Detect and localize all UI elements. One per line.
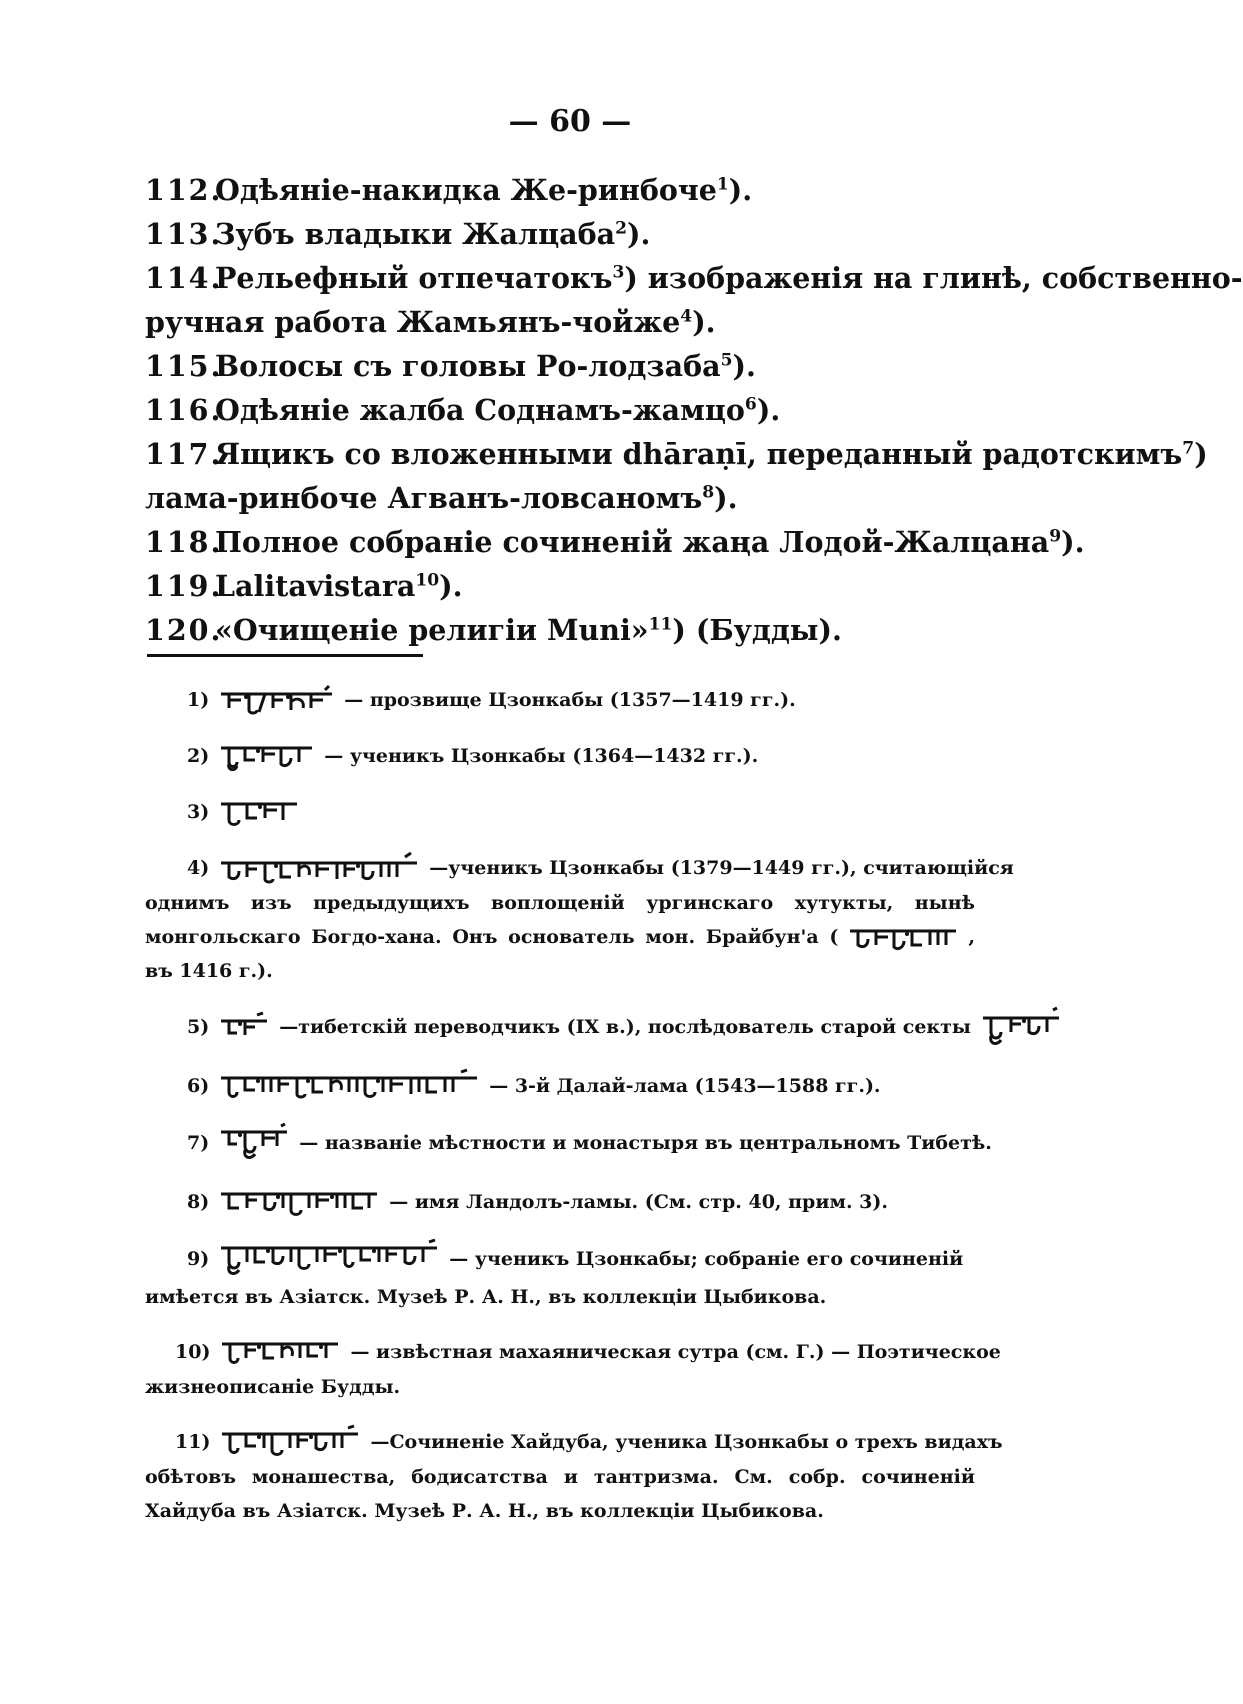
footnote [145, 738, 975, 774]
footnote [145, 682, 975, 718]
tibetan-script-glyph [219, 740, 314, 774]
list-item [145, 520, 1085, 564]
entry-text: Полное собраніе сочиненій жаңа Лодой-Жалцана [215, 525, 1050, 559]
footnote-label: 10) [175, 1341, 211, 1363]
tibetan-script-glyph [219, 1013, 269, 1043]
tibetan-script-glyph [219, 686, 334, 716]
footnote-ref[interactable]: 2 [615, 218, 628, 239]
footnote-ref[interactable]: 8 [702, 482, 715, 503]
entry-number: 114. [145, 261, 223, 295]
footnote [145, 1124, 992, 1164]
entry-text: лама-ринбоче Агванъ-ловсаномъ [145, 481, 703, 515]
footnote-continuation: имѣется въ Азіатск. Музеѣ Р. А. Н., въ коллекціи Цыбикова. [145, 1286, 827, 1308]
footnote-text: — названіе мѣстности и монастыря въ центральномъ Тибетѣ. [299, 1132, 992, 1154]
footnote [145, 1424, 1003, 1528]
footnote [145, 1334, 1001, 1404]
tibetan-script-glyph [848, 923, 958, 953]
footnote-text: — извѣстная махаяническая сутра (см. Г.) — Поэтическое [350, 1341, 1001, 1363]
footnote-ref[interactable]: 9 [1049, 526, 1062, 547]
footnote-text: —Сочиненіе Хайдуба, ученика Цзонкабы о трехъ видахъ [370, 1431, 1003, 1453]
footnote-text: однимъ изъ предыдущихъ воплощеній ургинскаго хутукты, нынѣ монгольскаго Богдо-хана. Онъ основатель мон. Брайбун'а ( [145, 892, 975, 948]
entry-text: Зубъ владыки Жалцаба [215, 217, 616, 251]
tibetan-script-glyph [219, 796, 299, 830]
entry-number: 118. [145, 525, 223, 559]
entry-text-after: ). [714, 481, 738, 515]
footnote-text: — ученикъ Цзонкабы (1364—1432 гг.). [324, 745, 759, 767]
footnote-label: 6) [187, 1075, 210, 1097]
entry-text-after: ) [1194, 437, 1208, 471]
entry-text: Одѣяніе-накидка Же-ринбоче [215, 173, 717, 207]
footnotes [145, 682, 1014, 1548]
footnote-divider [147, 654, 423, 657]
entry-text: Lalitavistara [215, 569, 416, 603]
list-item [145, 608, 1025, 652]
list-item [145, 212, 1025, 256]
list-item [145, 388, 1025, 432]
entry-text-after: ). [627, 217, 651, 251]
footnote-continuation: жизнеописаніе Будды. [145, 1376, 401, 1398]
entry-text-after: ). [756, 393, 781, 427]
footnote-continuation: обѣтовъ монашества, бодисатства и тантризма. См. собр. сочиненій Хайдуба въ Азіатск. Музеѣ Р. А. Н., въ коллекціи Цыбикова. [145, 1466, 975, 1522]
footnote-ref[interactable]: 6 [744, 394, 757, 415]
entry-text: Волосы съ головы Ро-лодзаба [215, 349, 721, 383]
footnote-label: 11) [175, 1431, 211, 1453]
entry-text: Ящикъ со вложенными dhāraṇī, переданный радотскимъ [215, 437, 1183, 471]
entry-text: Рельефный отпечатокъ [215, 261, 613, 295]
entry-text: ручная работа Жамьянъ-чойже [145, 305, 681, 339]
tibetan-script-glyph [219, 853, 419, 885]
entry-text-after: ). [1061, 525, 1085, 559]
footnote-label: 3) [187, 801, 210, 823]
page-number: — 60 — [508, 104, 632, 139]
tibetan-script-glyph [981, 1008, 1061, 1048]
entry-text-after: ). [732, 349, 756, 383]
list-item [145, 564, 1025, 608]
footnote-text: — имя Ландолъ-ламы. (См. стр. 40, прим. 3). [389, 1191, 888, 1213]
footnote-continuation [145, 886, 975, 988]
footnote-ref[interactable]: 11 [648, 614, 673, 635]
tibetan-script-glyph [219, 1124, 289, 1164]
footnote-label: 2) [187, 745, 210, 767]
footnote-text: —тибетскій переводчикъ (IX в.), послѣдователь старой секты [279, 1016, 971, 1038]
entry-text: «Очищеніе религіи Muni» [215, 613, 649, 647]
entry-list [145, 168, 1243, 652]
list-item [145, 344, 1025, 388]
footnote [145, 1240, 975, 1314]
footnote-label: 5) [187, 1016, 210, 1038]
footnote-text: , въ 1416 г.). [145, 926, 975, 982]
footnote-text: — ученикъ Цзонкабы; собраніе его сочиненій [449, 1248, 964, 1270]
list-item [145, 168, 1025, 212]
footnote-label: 7) [187, 1132, 210, 1154]
footnote-ref[interactable]: 10 [415, 570, 440, 591]
tibetan-script-glyph [220, 1426, 360, 1460]
footnote [145, 850, 1014, 988]
footnote-ref[interactable]: 5 [720, 350, 733, 371]
entry-number: 116. [145, 393, 223, 427]
footnote [145, 1184, 975, 1220]
entry-number: 112. [145, 173, 223, 207]
footnote [145, 1008, 975, 1048]
entry-number: 115. [145, 349, 223, 383]
footnote-text: —ученикъ Цзонкабы (1379—1449 гг.), считающійся [429, 857, 1014, 879]
entry-text-after: ). [728, 173, 753, 207]
footnote-ref[interactable]: 4 [680, 306, 693, 327]
entry-number: 120. [145, 613, 223, 647]
footnote-text: — прозвище Цзонкабы (1357—1419 гг.). [344, 689, 796, 711]
entry-text-after: ). [439, 569, 463, 603]
footnote-text: — 3-й Далай-лама (1543—1588 гг.). [489, 1075, 881, 1097]
list-item-continuation [145, 476, 1025, 520]
footnote-label: 8) [187, 1191, 210, 1213]
tibetan-script-glyph [219, 1186, 379, 1220]
tibetan-script-glyph [219, 1240, 439, 1280]
tibetan-script-glyph [220, 1336, 340, 1370]
footnote [145, 794, 975, 830]
footnote-label: 4) [187, 857, 210, 879]
entry-text: Одѣяніе жалба Соднамъ-жамцо [215, 393, 745, 427]
footnote-label: 9) [187, 1248, 210, 1270]
list-item [145, 256, 1243, 300]
footnote [145, 1068, 975, 1104]
footnote-ref[interactable]: 3 [612, 262, 625, 283]
entry-text-after: ) изображенія на глинѣ, собственно- [624, 261, 1243, 295]
list-item-continuation [145, 300, 1025, 344]
footnote-ref[interactable]: 1 [716, 174, 729, 195]
entry-text-after: ). [692, 305, 716, 339]
entry-number: 119. [145, 569, 223, 603]
tibetan-script-glyph [219, 1070, 479, 1104]
list-item [145, 432, 1208, 476]
entry-number: 117. [145, 437, 223, 471]
footnote-ref[interactable]: 7 [1182, 438, 1195, 459]
entry-text-after: ) (Будды). [672, 613, 842, 647]
entry-number: 113. [145, 217, 223, 251]
footnote-label: 1) [187, 689, 210, 711]
